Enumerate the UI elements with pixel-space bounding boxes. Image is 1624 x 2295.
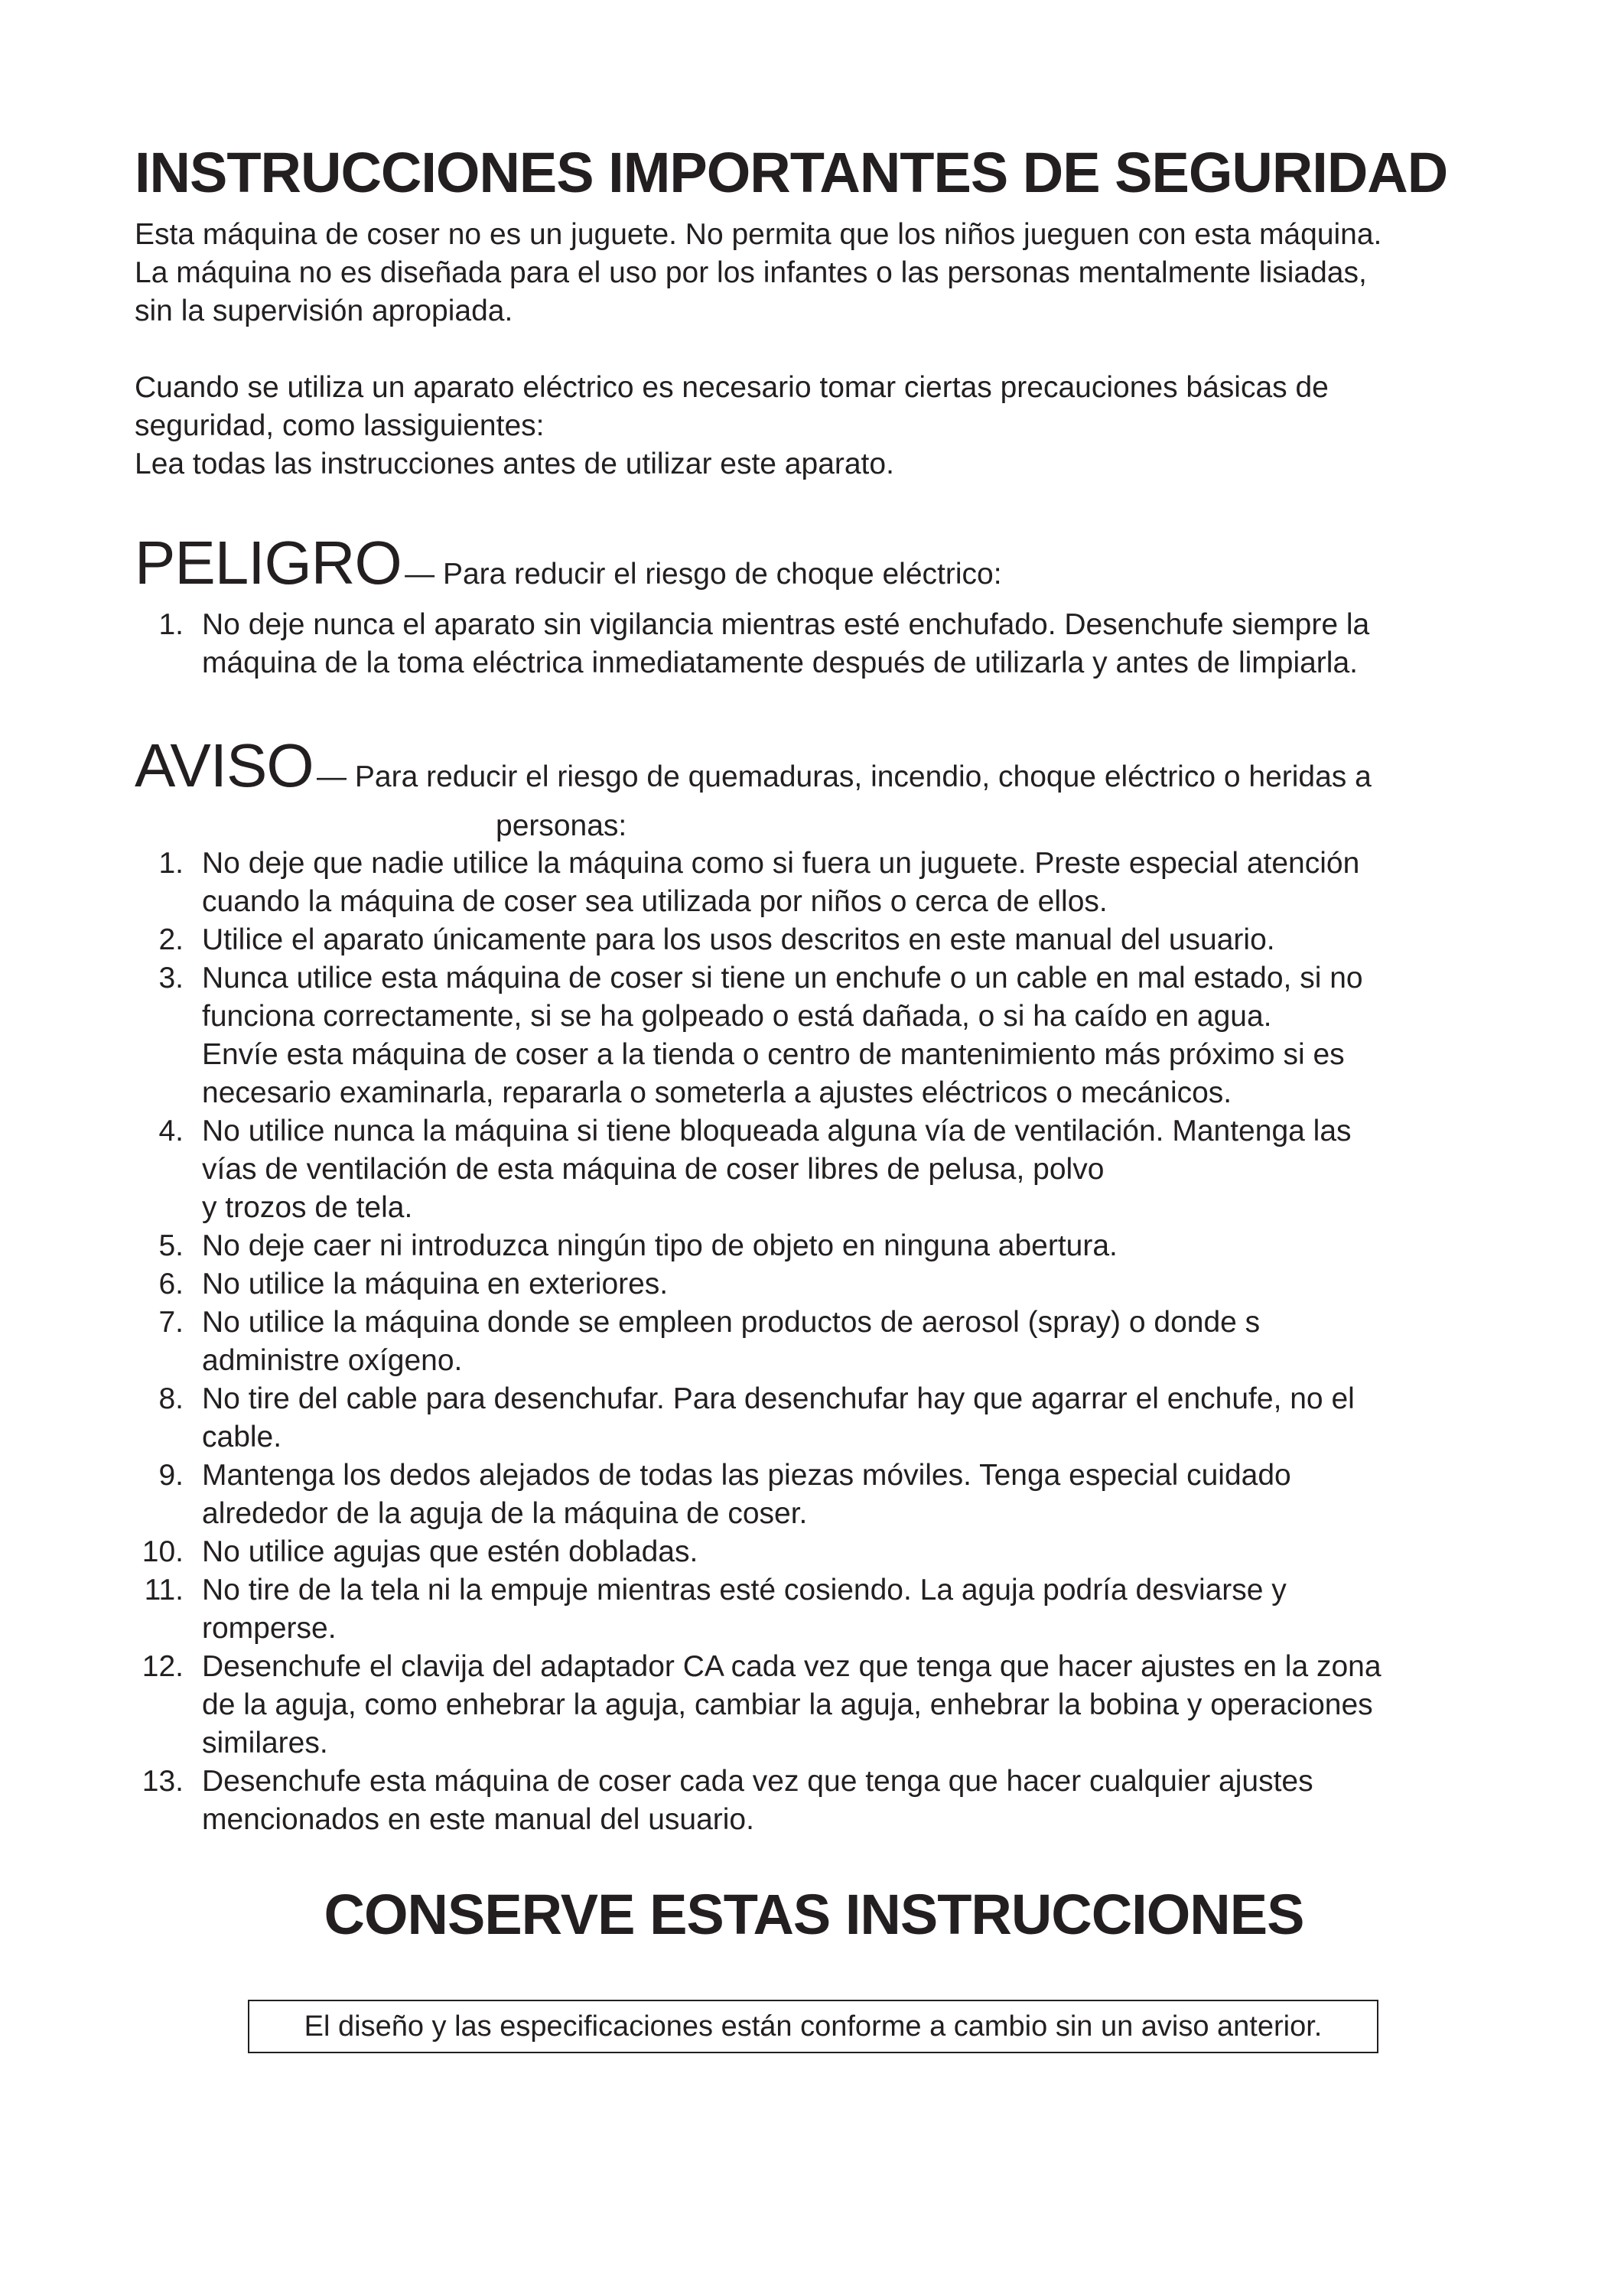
item-line: Envíe esta máquina de coser a la tienda o centro de mantenimiento más próximo si es bbox=[202, 1038, 1345, 1071]
list-item bbox=[135, 1265, 1382, 1304]
item-line: Utilice el aparato únicamente para los usos descritos en este manual del usuario. bbox=[202, 923, 1275, 956]
item-number: 10. bbox=[142, 1535, 184, 1568]
item-line: mencionados en este manual del usuario. bbox=[202, 1803, 754, 1836]
peligro-word: PELIGRO bbox=[135, 529, 402, 597]
aviso-subtitle: — Para reducir el riesgo de quemaduras, incendio, choque eléctrico o heridas a bbox=[317, 760, 1372, 793]
list-item bbox=[135, 1304, 1382, 1380]
item-line: Desenchufe el clavija del adaptador CA cada vez que tenga que hacer ajustes en la zona bbox=[202, 1650, 1382, 1683]
list-item bbox=[135, 1533, 1382, 1571]
item-number: 5. bbox=[158, 1229, 184, 1262]
conserve-heading: CONSERVE ESTAS INSTRUCCIONES bbox=[324, 1883, 1304, 1946]
list-item bbox=[135, 1457, 1382, 1533]
text-line: Esta máquina de coser no es un juguete. No permita que los niños jueguen con esta máquina. bbox=[135, 218, 1382, 251]
item-number: 11. bbox=[144, 1574, 184, 1606]
intro-paragraph-2 bbox=[135, 369, 1329, 483]
item-line: funciona correctamente, si se ha golpeado o está dañada, o si ha caído en agua. bbox=[202, 1000, 1272, 1033]
list-item bbox=[135, 1763, 1382, 1839]
item-number: 4. bbox=[158, 1115, 184, 1148]
item-number: 13. bbox=[142, 1765, 184, 1798]
list-item bbox=[135, 845, 1382, 921]
item-number: 9. bbox=[158, 1459, 184, 1492]
item-line: alrededor de la aguja de la máquina de coser. bbox=[202, 1497, 808, 1530]
item-line: No tire del cable para desenchufar. Para desenchufar hay que agarrar el enchufe, no el bbox=[202, 1382, 1355, 1415]
item-line: Nunca utilice esta máquina de coser si tiene un enchufe o un cable en mal estado, si no bbox=[202, 962, 1363, 994]
item-number: 12. bbox=[142, 1650, 184, 1683]
aviso-list bbox=[135, 845, 1382, 1839]
notice-box: El diseño y las especificaciones están conforme a cambio sin un aviso anterior. bbox=[248, 2000, 1378, 2053]
item-line: cable. bbox=[202, 1421, 282, 1454]
item-line: No deje nunca el aparato sin vigilancia mientras esté enchufado. Desenchufe siempre la bbox=[202, 608, 1370, 641]
text-line: Lea todas las instrucciones antes de utilizar este aparato. bbox=[135, 448, 894, 480]
item-line: Mantenga los dedos alejados de todas las piezas móviles. Tenga especial cuidado bbox=[202, 1459, 1291, 1492]
item-line: similares. bbox=[202, 1727, 328, 1760]
item-number: 7. bbox=[158, 1306, 184, 1339]
item-line: No deje caer ni introduzca ningún tipo de objeto en ninguna abertura. bbox=[202, 1229, 1118, 1262]
peligro-subtitle: — Para reducir el riesgo de choque eléctrico: bbox=[405, 558, 1002, 591]
item-line: romperse. bbox=[202, 1612, 337, 1645]
item-number: 2. bbox=[158, 923, 184, 956]
list-item bbox=[135, 959, 1382, 1112]
item-number: 3. bbox=[158, 962, 184, 994]
aviso-subtitle-continuation: personas: bbox=[496, 809, 627, 842]
peligro-heading bbox=[135, 528, 1002, 598]
list-item bbox=[135, 1227, 1382, 1265]
aviso-word: AVISO bbox=[135, 731, 314, 799]
text-line: La máquina no es diseñada para el uso por los infantes o las personas mentalmente lisiadas, bbox=[135, 256, 1367, 289]
item-line: y trozos de tela. bbox=[202, 1191, 413, 1224]
item-line: No tire de la tela ni la empuje mientras esté cosiendo. La aguja podría desviarse y bbox=[202, 1574, 1287, 1606]
item-number: 6. bbox=[158, 1268, 184, 1300]
item-line: No utilice agujas que estén dobladas. bbox=[202, 1535, 698, 1568]
item-line: cuando la máquina de coser sea utilizada por niños o cerca de ellos. bbox=[202, 885, 1108, 918]
page-title: INSTRUCCIONES IMPORTANTES DE SEGURIDAD bbox=[135, 141, 1448, 204]
list-item bbox=[135, 1571, 1382, 1648]
list-item bbox=[135, 1380, 1382, 1457]
item-line: Desenchufe esta máquina de coser cada vez que tenga que hacer cualquier ajustes bbox=[202, 1765, 1313, 1798]
item-line: No utilice la máquina en exteriores. bbox=[202, 1268, 669, 1300]
item-line: de la aguja, como enhebrar la aguja, cambiar la aguja, enhebrar la bobina y operaciones bbox=[202, 1688, 1373, 1721]
item-line: máquina de la toma eléctrica inmediatamente después de utilizarla y antes de limpiarla. bbox=[202, 646, 1358, 679]
item-number: 1. bbox=[158, 847, 184, 880]
intro-paragraph-1 bbox=[135, 216, 1382, 330]
item-line: vías de ventilación de esta máquina de coser libres de pelusa, polvo bbox=[202, 1153, 1105, 1186]
item-line: administre oxígeno. bbox=[202, 1344, 463, 1377]
text-line: sin la supervisión apropiada. bbox=[135, 295, 513, 327]
text-line: seguridad, como lassiguientes: bbox=[135, 409, 545, 442]
text-line: Cuando se utiliza un aparato eléctrico es necesario tomar ciertas precauciones básicas de bbox=[135, 371, 1329, 404]
item-line: No utilice la máquina donde se empleen productos de aerosol (spray) o donde s bbox=[202, 1306, 1261, 1339]
item-number: 8. bbox=[158, 1382, 184, 1415]
item-number: 1. bbox=[158, 608, 184, 641]
list-item bbox=[135, 1112, 1382, 1227]
list-item bbox=[135, 921, 1382, 959]
list-item bbox=[135, 1648, 1382, 1763]
item-line: No deje que nadie utilice la máquina como si fuera un juguete. Preste especial atención bbox=[202, 847, 1360, 880]
aviso-heading bbox=[135, 731, 1372, 801]
item-line: necesario examinarla, repararla o someterla a ajustes eléctricos o mecánicos. bbox=[202, 1076, 1232, 1109]
list-item bbox=[135, 606, 1369, 682]
peligro-list bbox=[135, 606, 1369, 682]
item-line: No utilice nunca la máquina si tiene bloqueada alguna vía de ventilación. Mantenga las bbox=[202, 1115, 1352, 1148]
